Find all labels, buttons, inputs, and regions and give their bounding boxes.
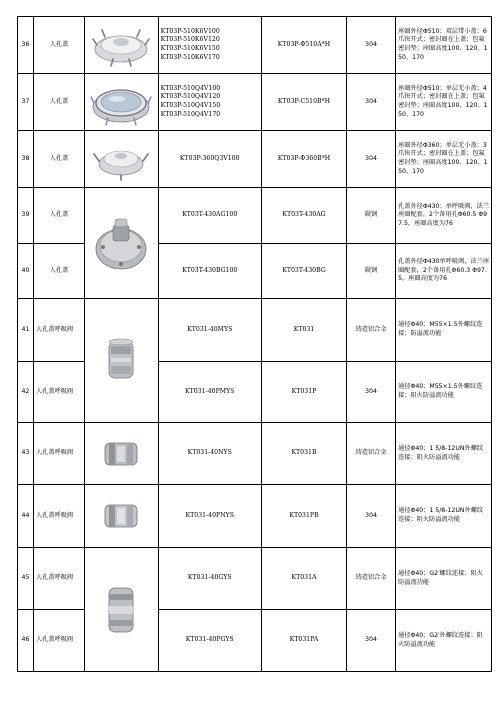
- table-row: [18, 131, 492, 188]
- manhole-cover-valve-image: [85, 188, 158, 299]
- manway-cover-6-clamp-image: [85, 17, 158, 74]
- row-number: 45: [18, 548, 34, 610]
- row-name: 人孔盖: [33, 17, 84, 74]
- row-code: KT03P-Φ360B*H: [261, 131, 346, 188]
- row-model: KT031-40PGYS: [158, 610, 261, 672]
- row-number: 41: [18, 299, 34, 362]
- row-material: 304: [347, 17, 396, 74]
- product-table: [17, 16, 492, 672]
- row-name: 人孔盖呼吸阀: [33, 485, 84, 548]
- row-code: KT031PB: [261, 485, 346, 548]
- row-name: 人孔盖呼吸阀: [33, 548, 84, 610]
- row-code: KT031PA: [261, 610, 346, 672]
- table-row: [18, 188, 492, 244]
- row-code: KT031: [261, 299, 346, 362]
- row-models: KT03P-510Q4V100 KT03P-510Q4V120 KT03P-510Q4V150 KT03P-510Q4V170: [158, 74, 261, 131]
- breather-valve-image: [85, 485, 158, 548]
- row-name: 人孔盖: [33, 74, 84, 131]
- row-material: 304: [347, 131, 396, 188]
- row-material: 碳钢: [347, 188, 396, 244]
- row-description: 孔盖外径Φ430单呼吸阀，法兰座圈配套，2个备用孔Φ60.3 Φ97.5，座圈高度为76: [396, 244, 492, 299]
- breather-valve-image: [85, 299, 158, 423]
- row-number: 36: [18, 17, 34, 74]
- row-model: KT03T-430AG100: [158, 188, 261, 244]
- row-number: 39: [18, 188, 34, 244]
- row-description: 座圈外径Φ510；单层无小盖；4爪快开式；密封圈在上盖；包氟密封垫；座圈高度100、120、150、170: [396, 74, 492, 131]
- row-description: 通径Φ40；G2′外螺纹连接；阻火防溢流功能: [396, 610, 492, 672]
- row-name: 人孔盖: [33, 188, 84, 244]
- row-name: 人孔盖呼吸阀: [33, 299, 84, 362]
- row-name: 人孔盖呼吸阀: [33, 610, 84, 672]
- row-number: 44: [18, 485, 34, 548]
- row-code: KT031P: [261, 362, 346, 423]
- row-number: 40: [18, 244, 34, 299]
- manway-cover-glass-image: [85, 74, 158, 131]
- row-description: 通径Φ40；M55×1.5外螺纹连接；阻火防溢流功能: [396, 362, 492, 423]
- table-row: [18, 17, 492, 74]
- row-model: KT031-40NYS: [158, 423, 261, 485]
- row-name: 人孔盖呼吸阀: [33, 362, 84, 423]
- row-description: 通径Φ40；G2′螺纹连接；阻火防溢流功能: [396, 548, 492, 610]
- table-row: [18, 485, 492, 548]
- table-row: [18, 548, 492, 610]
- row-material: 304: [347, 362, 396, 423]
- row-name: 人孔盖呼吸阀: [33, 423, 84, 485]
- row-number: 43: [18, 423, 34, 485]
- row-description: 座圈外径Φ360；单层无小盖；3爪快开式；密封圈在上盖；包氟密封垫；座圈高度100、120、150、170: [396, 131, 492, 188]
- row-code: KT031A: [261, 548, 346, 610]
- row-description: 通径Φ40；M55×1.5外螺纹连接；防溢流功能: [396, 299, 492, 362]
- row-model: KT031-40PNYS: [158, 485, 261, 548]
- row-name: 人孔盖: [33, 131, 84, 188]
- row-code: KT03P-Φ510A*H: [261, 17, 346, 74]
- row-code: KT03T-430AG: [261, 188, 346, 244]
- row-number: 38: [18, 131, 34, 188]
- row-material: 304: [347, 74, 396, 131]
- row-model: KT031-40PMYS: [158, 362, 261, 423]
- row-number: 46: [18, 610, 34, 672]
- row-model: KT031-40GYS: [158, 548, 261, 610]
- row-code: KT031B: [261, 423, 346, 485]
- row-description: 座圈外径Φ510；双层带小盖；6爪快开式；密封圈在上盖；包氟密封垫；座圈高度100、120、150、170: [396, 17, 492, 74]
- manway-cover-3-clamp-image: [85, 131, 158, 188]
- row-code: KT03P-C510B*H: [261, 74, 346, 131]
- row-material: 铸造铝合金: [347, 548, 396, 610]
- row-description: 通径Φ40；1 5/8-12UN外螺纹连接；阻火防溢流功能: [396, 485, 492, 548]
- row-material: 铸造铝合金: [347, 299, 396, 362]
- row-models: KT03P-510K6V100 KT03P-510K6V120 KT03P-510K6V150 KT03P-510K6V170: [158, 17, 261, 74]
- row-number: 37: [18, 74, 34, 131]
- table-row: [18, 74, 492, 131]
- row-model: KT03T-430BG100: [158, 244, 261, 299]
- row-description: 孔盖外径Φ430；单呼吸阀，法兰座圈配套，2个备用孔Φ60.5 Φ97.5，座圈高度为76: [396, 188, 492, 244]
- row-material: 铸造铝合金: [347, 423, 396, 485]
- row-model: KT03P-360Q3V100: [158, 131, 261, 188]
- row-number: 42: [18, 362, 34, 423]
- row-material: 304: [347, 610, 396, 672]
- row-model: KT031-40MYS: [158, 299, 261, 362]
- breather-valve-image: [85, 423, 158, 485]
- table-row: [18, 423, 492, 485]
- table-row: [18, 299, 492, 362]
- row-name: 人孔盖: [33, 244, 84, 299]
- breather-valve-image: [85, 548, 158, 672]
- row-material: 碳钢: [347, 244, 396, 299]
- row-code: KT03T-430BG: [261, 244, 346, 299]
- row-material: 304: [347, 485, 396, 548]
- row-description: 通径Φ40；1 5/8-12UN外螺纹连接；阻火防溢流功能: [396, 423, 492, 485]
